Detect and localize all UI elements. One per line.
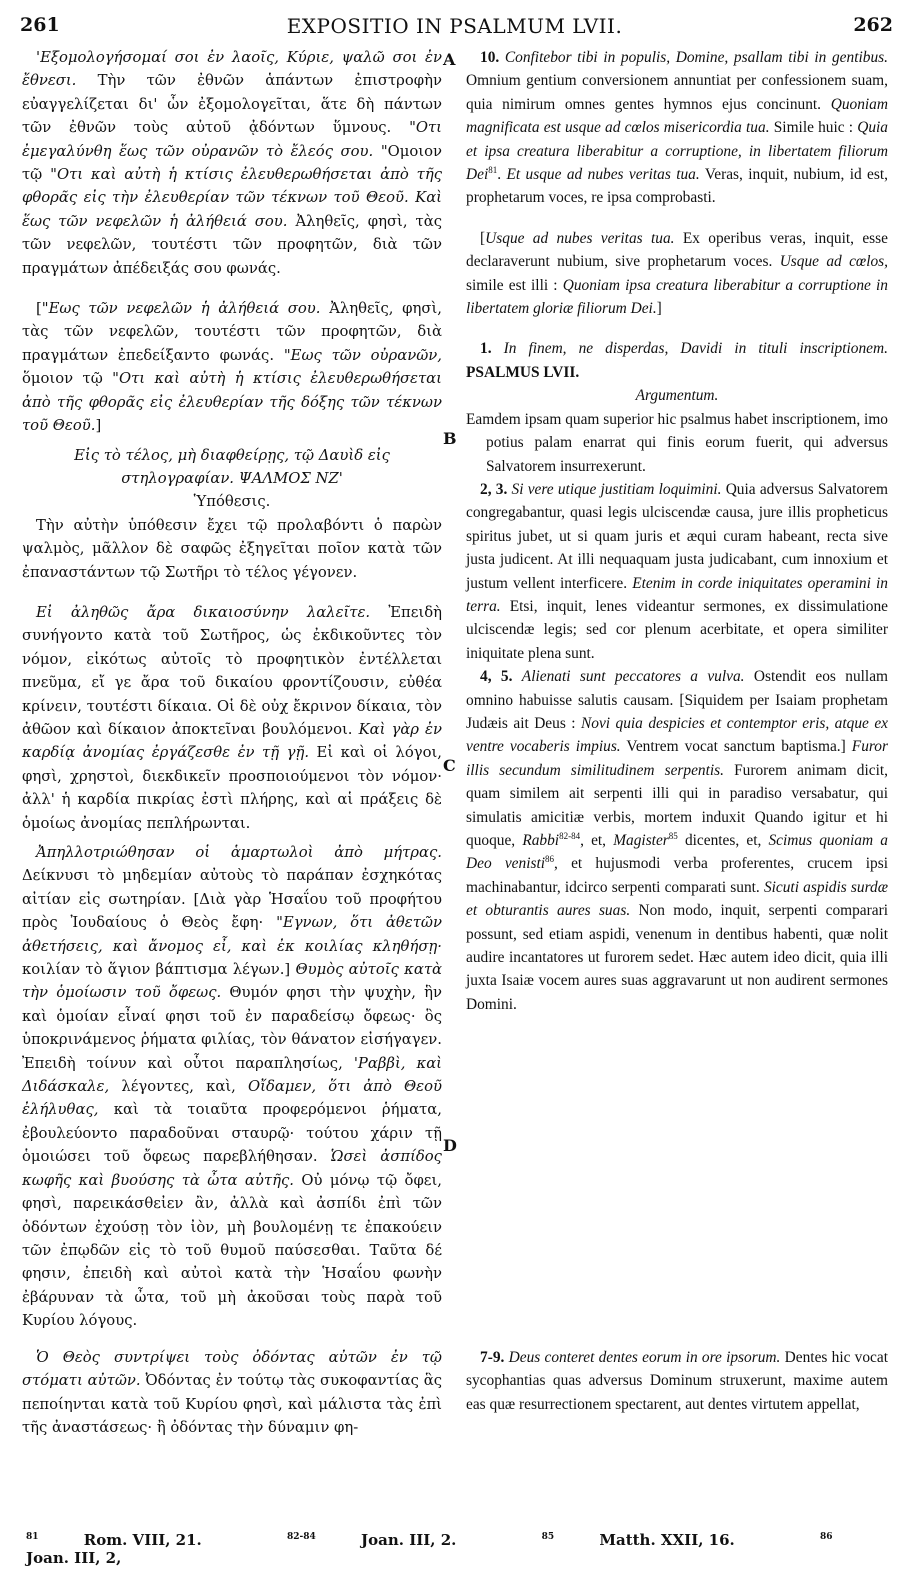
- greek-paragraph: [22, 1346, 442, 1440]
- commentary-text: Δείκνυσι τὸ μηδεμίαν αὐτοὺς τὸ παράπαν ἐσχηκότας αἰτίαν εἰς σωτηρίαν. [Διὰ γὰρ Ἡσαΐου τοῦ προφήτου πρὸς Ἰουδαίους ὁ Θεὸς ἔφη·: [22, 867, 442, 932]
- greek-paragraph: [22, 46, 442, 280]
- commentary-text: Ἀληθεῖς, φησὶ, τὰς τῶν νεφελῶν, τουτέστι τῶν προφητῶν, διὰ πραγμάτων ἐπεδείξαντο φωνάς.: [22, 300, 442, 364]
- verse-number: 4, 5.: [480, 668, 513, 686]
- footnote-ref: 82-84: [559, 830, 581, 841]
- commentary-text: Furorem animam dicit, quam similem ait serpenti illi qui in paradiso versabatur, qui simulatis amicitiæ verbis, mortem induxit Quando igitur et hi quoque,: [466, 761, 888, 849]
- footnotes: [26, 1531, 886, 1567]
- commentary-text: Omnium gentium conversionem annuntiat per confessionem suam, quia nimirum omnes gentes hymnos ejus concinunt.: [466, 72, 888, 113]
- margin-marker-a: A: [443, 50, 456, 69]
- psalm-number: PSALMUS LVII.: [466, 363, 580, 381]
- scripture-quote: Quia et ipsa creatura liberabitur a corruptione, in libertatem filiorum Dei: [466, 119, 888, 184]
- scripture-quote: Si vere utique justitiam loquimini.: [511, 480, 722, 498]
- footnote-text: Joan. III, 2.: [361, 1531, 457, 1549]
- verse-number: 10.: [480, 49, 500, 66]
- margin-marker-b: B: [443, 429, 457, 448]
- footnote-number: 82-84: [287, 1532, 316, 1542]
- page-header: [0, 14, 909, 40]
- latin-column-bottom: [466, 1346, 888, 1416]
- page-number-left: 261: [20, 14, 60, 36]
- scripture-quote: Usque ad cœlos,: [779, 253, 888, 271]
- scripture-quote: Quoniam ipsa creatura liberabitur a corruptione in libertatem gloriæ filiorum Dei.: [466, 276, 888, 318]
- commentary-text: Εἰ καὶ οἱ λόγοι, φησὶ, χρηστοὶ, διεκδικεῖν προσποιούμενοι τὸν νόμον· ἀλλ' ἡ καρδία πικρίας ἐστὶ πλήρης, καὶ αἱ πράξεις δὲ ὁμοίως ἀνομίας πεπλήρωνται.: [22, 744, 442, 832]
- commentary-text: Non modo, inquit, serpenti comparari possunt, sed etiam aspidi, venenum in dentibus habenti, quæ nolit audire incantatores ut furorem sedet. Hæc autem ideo dicit, quia illi juxta Isaiæ vocem aures suas aggravarunt ut non audirent sermones Domini.: [466, 902, 888, 1013]
- verse-number: 7-9.: [480, 1349, 505, 1366]
- commentary-text: Simile huic :: [773, 119, 854, 137]
- commentary-text: Τὴν τῶν ἐθνῶν ἁπάντων ἐπιστροφὴν εὐαγγελίζεται δι' ὧν ἐξομολογεῖται, ἅτε δὴ πάντων τῶν ἐθνῶν τοὺς αὐτοῦ ᾀδόντων ὕμνους.: [22, 72, 442, 137]
- commentary-text: Etsi, inquit, lenes videantur sermones, ex dissimulatione ulciscendæ legis; sed cor plenum acerbitate, et opera similiter iniquitate plena sunt.: [466, 597, 888, 662]
- footnote: [287, 1531, 496, 1549]
- commentary-text: dicentes, et,: [684, 832, 762, 849]
- scripture-quote: "Οτι ἐμεγαλύνθη ἕως τῶν οὐρανῶν τὸ ἔλεός σου.: [22, 119, 442, 160]
- scripture-quote: Furor illis secundum similitudinem serpentis.: [466, 738, 888, 779]
- latin-paragraph: [466, 665, 888, 1016]
- commentary-text: λέγοντες, καὶ,: [121, 1078, 236, 1096]
- commentary-text: Ἐπειδὴ συνήγοντο κατὰ τοῦ Σωτῆρος, ὡς ἐκδικοῦντες τὸν νόμον, εἰκότως αὐτοῖς τὸ προφητικὸν ἐντέλλεται πνεῦμα, εἴ γε ἄρα τοῦ δικαίου φροντίζουσιν, εὐθέα κρίνειν, τουτέστι δίκαια. Οἱ δὲ οὐχ ἔκρινον δίκαια, τὸν ἀθῶον καὶ δίκαιον ἀποκτεῖναι βουλόμενοι.: [22, 603, 442, 738]
- scripture-quote: Οἴδαμεν, ὅτι ἀπὸ Θεοῦ ἐλήλυθας,: [22, 1078, 442, 1119]
- greek-column-bottom: [22, 1346, 442, 1440]
- scripture-quote: "Εως τῶν νεφελῶν ἡ ἀλήθειά σου.: [41, 300, 321, 318]
- bracket-open: [: [36, 300, 42, 318]
- scripture-quote: Καὶ ἕως τῶν νεφελῶν ἡ ἀλήθειά σου.: [22, 189, 442, 230]
- running-title: EXPOSITIO IN PSALMUM LVII.: [286, 14, 623, 38]
- commentary-text: Ventrem vocat sanctum baptisma.]: [626, 738, 846, 756]
- scripture-quote: "Οτι καὶ αὐτὴ ἡ κτίσις ἐλευθερωθήσεται ἀπὸ τῆς φθορᾶς εἰς τὴν ἐλευθερίαν τῶν τέκνων τοῦ Θεοῦ.: [22, 166, 442, 207]
- bracket-close: ]: [656, 300, 662, 318]
- scripture-quote: Θυμὸς αὐτοῖς κατὰ τὴν ὁμοίωσιν τοῦ ὄφεως.: [22, 961, 442, 1002]
- scripture-quote: "Οτι καὶ αὐτὴ ἡ κτίσις ἐλευθερωθήσεται ἀπὸ τῆς φθορᾶς εἰς ἐλευθερίαν τῆς δόξης τῶν τέκνων τοῦ Θεοῦ.: [22, 370, 442, 435]
- scripture-quote: Εἰ ἀληθῶς ἄρα δικαιοσύνην λαλεῖτε.: [36, 603, 371, 621]
- latin-title: [466, 337, 888, 384]
- commentary-text: simile est illi :: [466, 276, 558, 294]
- scripture-quote: Et usque ad nubes veritas tua.: [506, 166, 700, 184]
- footnote: [26, 1531, 242, 1549]
- scripture-quote: 'Εξομολογήσομαί σοι ἐν λαοῖς, Κύριε, ψαλῶ σοι ἐν ἔθνεσι.: [22, 49, 442, 90]
- margin-marker-d: D: [443, 1136, 457, 1155]
- scripture-quote: 'Ραββὶ, καὶ Διδάσκαλε,: [22, 1054, 442, 1096]
- latin-paragraph: [466, 478, 888, 665]
- footnote-text: Rom. VIII, 21.: [83, 1531, 202, 1549]
- commentary-text: Ostendit eos nullam omnino habuisse salutis causam. [Siquidem per Isaiam prophetam Judæis ait Deus :: [466, 668, 888, 732]
- verse-number: 2, 3.: [480, 480, 508, 498]
- scripture-quote: Confitebor tibi in populis, Domine, psallam tibi in gentibus.: [504, 49, 888, 66]
- commentary-text: ὅμοιον τῷ: [22, 370, 103, 388]
- commentary-text: Ex operibus veras, inquit, esse declaraverunt nubium, sive prophetarum voces.: [466, 229, 888, 271]
- commentary-text: , et hujusmodi verba proferentes, crucem ipsi machinabantur, idcirco serpenti comparati sunt.: [466, 855, 888, 896]
- footnote-number: 81: [26, 1532, 39, 1542]
- commentary-text: Ἀληθεῖς, φησὶ, τὰς τῶν νεφελῶν, τουτέστι τῶν προφητῶν, διὰ τῶν πραγμάτων ἀπέδειξάς σου φωνάς.: [22, 212, 442, 277]
- scripture-quote: Etenim in corde iniquitates operamini in terra.: [466, 574, 888, 615]
- latin-paragraph: [466, 227, 888, 321]
- footnote: [542, 1531, 775, 1549]
- footnote-ref: 86: [545, 854, 555, 865]
- latin-column: [466, 46, 888, 1016]
- psalm-title: Εἰς τὸ τέλος, μὴ διαφθείρῃς, τῷ Δαυὶδ εἰς στηλογραφίαν. ΨΑΛΜΟΣ ΝΖ': [74, 446, 390, 487]
- scripture-quote: "Εγνων, ὅτι ἀθετῶν ἀθετήσεις, καὶ ἄνομος εἶ, καὶ ἐκ κοιλίας κληθήσῃ·: [22, 914, 442, 955]
- scripture-quote: Ἀπηλλοτριώθησαν οἱ ἁμαρτωλοὶ ἀπὸ μήτρας.: [36, 844, 442, 861]
- greek-paragraph: [22, 841, 442, 1333]
- commentary-text: Ὀδόντας ἐν τούτῳ τὰς συκοφαντίας ἃς πεποίηνται κατὰ τοῦ Κυρίου φησὶ, καὶ μάλιστα τὰς ἐπὶ τῆς ἀναστάσεως· ἢ ὀδόντας τὴν δύναμιν φη-: [22, 1372, 442, 1437]
- page-number-right: 262: [853, 14, 893, 36]
- commentary-text: , et,: [580, 832, 607, 849]
- commentary-text: Veras, inquit, nubium, id est, prophetarum voces, re ipsa comprobasti.: [466, 166, 889, 207]
- scripture-quote: Magister: [613, 832, 669, 849]
- bracket-open: [: [480, 229, 486, 247]
- hypothesis-text: Τὴν αὐτὴν ὑπόθεσιν ἔχει τῷ προλαβόντι ὁ παρὼν ψαλμὸς, μᾶλλον δὲ σαφῶς ἐξηγεῖται ποῖον κατὰ τῶν ἐπαναστάντων τῷ Σωτῆρι τὸ τέλος γέγονεν.: [22, 516, 442, 581]
- scripture-quote: Quoniam magnificata est usque ad cœlos misericordia tua.: [466, 95, 888, 137]
- commentary-text: Dentes hic vocat sycophantias quas adversus Dominum struxerunt, maxime autem eas quæ resurrectionem spectarent, aut dentes virtutem appellat,: [466, 1349, 888, 1413]
- scripture-quote: Rabbi: [522, 832, 560, 849]
- footnote-text: Matth. XXII, 16.: [599, 1531, 735, 1549]
- verse-number: 1.: [480, 340, 492, 358]
- greek-paragraph: [22, 601, 442, 835]
- scripture-quote: Ὡσεὶ ἀσπίδος κωφῆς καὶ βυούσης τὰ ὦτα αὐτῆς.: [22, 1148, 442, 1189]
- footnote-ref: 85: [668, 830, 678, 841]
- scripture-quote: Usque ad nubes veritas tua.: [485, 229, 675, 247]
- greek-paragraph: [22, 297, 442, 437]
- commentary-text: Οὐ μόνῳ τῷ ὄφει, φησὶ, παρεικάσθεἰεν ἂν, ἀλλὰ καὶ ἀσπίδι ἐπὶ τῶν ὀδόντων ἐχούσῃ τὸν ἰὸν, μὴ βουλομένῃ τε ἐπακούειν τῶν ἐπῳδῶν εἰς τὸ τοῦ θυμοῦ παύσεσθαι. Ταῦτα δέ φησιν, ἐπειδὴ καὶ αὐτοὶ κατὰ τὴν Ἡσαΐου φωνὴν ἐβάρυναν τὰ ὦτα, τοῦ μὴ ἀκοῦσαι τοὺς παρὰ τοῦ Κυρίου λόγους.: [22, 1171, 442, 1330]
- scripture-quote: Ὁ Θεὸς συντρίψει τοὺς ὀδόντας αὐτῶν ἐν τῷ στόματι αὐτῶν.: [22, 1349, 442, 1390]
- scripture-quote: Deus conteret dentes eorum in ore ipsorum.: [508, 1349, 781, 1366]
- scripture-quote: Alienati sunt peccatores a vulva.: [521, 668, 745, 686]
- commentary-text: κοιλίαν τὸ ἅγιον βάπτισμα λέγων.]: [22, 961, 291, 979]
- margin-marker-c: C: [443, 756, 456, 775]
- scripture-quote: Καὶ γὰρ ἐν καρδίᾳ ἀνομίας ἐργάζεσθε ἐν τῇ γῇ.: [22, 720, 442, 762]
- commentary-text: Quia adversus Salvatorem congregabantur, quasi legis ulciscendæ causa, jure illis propheticus spiritus jubet, ut si quam juris et æqui curam habeant, recta sive justa judicent. At illi nequaquam justa judicabant, cum innoxium et justum vellent interficere.: [466, 480, 888, 592]
- greek-column: [22, 46, 442, 1333]
- hypothesis-label: Ὑπόθεσις.: [193, 493, 271, 511]
- bracket-close: ]: [95, 417, 102, 435]
- latin-paragraph: [466, 1346, 888, 1416]
- footnote-ref: 81: [488, 164, 498, 175]
- scripture-quote: In finem, ne disperdas, Davidi in tituli inscriptionem.: [503, 340, 888, 358]
- latin-paragraph: 10. Confitebor tibi in populis, Domine, psallam tibi in gentibus. Omnium gentium conversionem annuntiat per confessionem suam, quia nimirum omnes gentes hymnos ejus concinunt. Quoniam magnificata est usque ad cœlos misericordia tua. Simile huic : Quia et ipsa creatura liberabitur a corruptione, in libertatem filiorum Dei$^{81}$. Et usque ad nubes veritas tua. Veras, inquit, nubium, id est, prophetarum voces, re ipsa comprobasti.: [466, 49, 889, 207]
- argument-label: Argumentum.: [635, 387, 719, 405]
- footnote-number: 86: [820, 1532, 833, 1542]
- scripture-quote: Sicuti aspidis surdæ et obturantis aures suas.: [466, 878, 888, 920]
- argument-text: Eamdem ipsam quam superior hic psalmus habet inscriptionem, imo potius palam enarrat qui finis eorum fuerit, qui adversus Salvatorem insurrexerunt.: [466, 410, 888, 475]
- scripture-quote: Novi quia despicies et contemptor eris, atque ex ventre vocaberis impius.: [466, 714, 888, 756]
- footnote-number: 85: [541, 1532, 555, 1542]
- footnote-text: Joan. III, 2,: [26, 1549, 122, 1567]
- commentary-text: καὶ τὰ τοιαῦτα προφερόμενοι ῥήματα, ἐβουλεύοντο παραδοῦναι σταυρῷ· τούτου χάριν τῇ ὁμοιώσει τοῦ ὄφεως παρεβλήθησαν.: [22, 1101, 442, 1166]
- commentary-text: "Ομοιον τῷ: [22, 142, 442, 184]
- scripture-quote: "Εως τῶν οὐρανῶν,: [283, 346, 442, 364]
- commentary-text: Θυμόν φησι τὴν ψυχὴν, ἣν καὶ ὁμοίαν εἶναί φησι τοῦ ἐν παραδείσῳ ὄφεως· ὃς ὑποκρινάμενος ῥήματα φιλίας, τὸν θάνατον εἰσήγαγεν. Ἐπειδὴ τοίνυν καὶ οὗτοι παραπλησίως,: [22, 984, 442, 1072]
- scripture-quote: Scimus quoniam a Deo venisti: [466, 832, 888, 873]
